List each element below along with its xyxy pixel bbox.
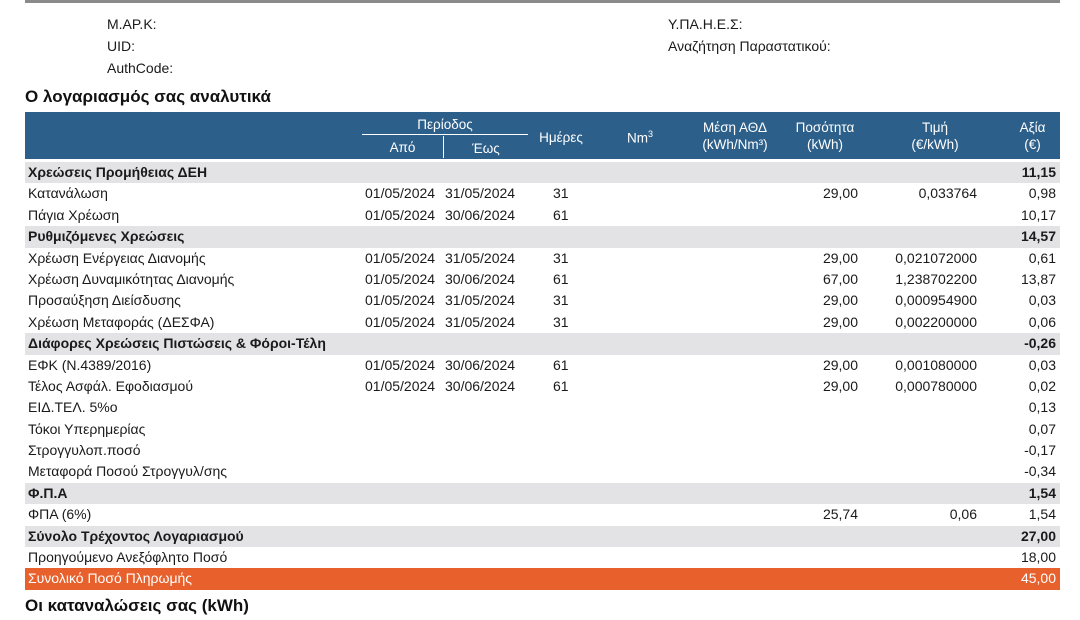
cell-value: 0,07 [1028,420,1056,437]
from-header: Από [389,140,416,155]
cell-value: 18,00 [1020,549,1056,566]
cell-label: ΕΦΚ (Ν.4389/2016) [28,356,152,373]
cell-qty: 29,00 [822,356,858,373]
cell-label: Τέλος Ασφάλ. Εφοδιασμού [28,377,193,394]
cell-from: 01/05/2024 [365,206,436,223]
cell-value: 14,57 [1020,228,1056,245]
cell-label: Χρέωση Ενέργειας Διανομής [28,249,206,266]
table-row [25,183,1060,204]
cell-to: 30/06/2024 [445,270,516,287]
cell-value: 0,98 [1028,185,1056,202]
cell-value: 0,02 [1028,377,1056,394]
group-row [25,526,1060,547]
meta-right [668,13,831,57]
period-header: Περίοδος [417,117,473,132]
cell-value: 1,54 [1028,484,1056,501]
cell-days: 61 [553,270,569,287]
cell-label: Συνολικό Ποσό Πληρωμής [28,570,193,587]
cell-label: Τόκοι Υπερημερίας [28,420,146,437]
avg-gcv-header: Μέση ΑΘΔ (kWh/Nm³) [702,120,768,152]
cell-qty: 29,00 [822,249,858,266]
cell-days: 31 [553,313,569,330]
cell-value: -0,17 [1024,442,1056,459]
cell-value: -0,34 [1024,463,1056,480]
ypahes-label: Υ.ΠΑ.Η.Ε.Σ: [668,16,743,32]
cell-qty: 67,00 [822,270,858,287]
cell-price: 0,06 [949,506,977,523]
cell-from: 01/05/2024 [365,292,436,309]
cell-qty: 29,00 [822,313,858,330]
group-row [25,226,1060,247]
cell-label: Χρεώσεις Προμήθειας ΔΕΗ [28,164,208,180]
cell-from: 01/05/2024 [365,185,436,202]
cell-to: 30/06/2024 [445,206,516,223]
table-row [25,312,1060,333]
price-header: Τιμή (€/kWh) [911,120,959,152]
document-search-label: Αναζήτηση Παραστατικού: [668,38,831,54]
cell-label: Στρογγυλοπ.ποσό [28,442,141,459]
cell-value: 0,61 [1028,249,1056,266]
mark-label: Μ.ΑΡ.Κ: [107,16,157,32]
table-row [25,547,1060,568]
cell-label: Χρέωση Δυναμικότητας Διανομής [28,270,235,287]
table-row [25,504,1060,525]
cell-label: Πάγια Χρέωση [28,206,120,223]
cell-value: 11,15 [1021,164,1056,180]
cell-from: 01/05/2024 [365,313,436,330]
to-header: Έως [472,141,500,156]
cell-value: 0,13 [1028,399,1056,416]
cell-from: 01/05/2024 [365,270,436,287]
table-row [25,248,1060,269]
table-row [25,355,1060,376]
cell-value: 1,54 [1028,506,1056,523]
cell-to: 31/05/2024 [445,313,516,330]
cell-qty: 29,00 [822,185,858,202]
value-header: Αξία (€) [1019,120,1046,152]
cell-to: 31/05/2024 [445,292,516,309]
nm3-header: Nm$^3$ [626,129,653,146]
cell-label: Προηγούμενο Ανεξόφλητο Ποσό [28,549,228,566]
cell-to: 31/05/2024 [445,249,516,266]
cell-value: 0,06 [1028,313,1056,330]
bill-table-header [25,112,1060,159]
table-row [25,290,1060,311]
cell-days: 61 [553,206,569,223]
cell-value: 10,17 [1020,206,1056,223]
cell-price: 0,021072000 [895,249,977,266]
table-row [25,269,1060,290]
quantity-header: Ποσότητα (kWh) [795,120,855,152]
total-row [25,568,1060,589]
group-row [25,483,1060,504]
cell-to: 30/06/2024 [445,377,516,394]
cell-days: 31 [553,185,569,202]
cell-from: 01/05/2024 [365,356,436,373]
cell-price: 0,002200000 [895,313,977,330]
cell-label: Φ.Π.Α [28,484,68,501]
cell-label: Μεταφορά Ποσού Στρογγυλ/σης [28,463,227,480]
cell-price: 1,238702200 [895,270,977,287]
cell-price: 0,001080000 [895,356,977,373]
table-row [25,205,1060,226]
top-divider [25,0,1060,3]
cell-price: 0,000780000 [895,377,977,394]
group-row [25,162,1060,183]
cell-qty: 29,00 [822,292,858,309]
meta-left [107,13,173,79]
group-row [25,333,1060,354]
cell-value: 0,03 [1028,292,1056,309]
cell-label: Διάφορες Χρεώσεις Πιστώσεις & Φόροι-Τέλη [28,335,326,352]
cell-value: 27,00 [1020,527,1056,544]
days-header: Ημέρες [539,130,583,145]
uid-label: UID: [107,38,135,54]
cell-to: 31/05/2024 [445,185,516,202]
cell-value: -0,26 [1024,335,1056,352]
cell-from: 01/05/2024 [365,377,436,394]
cell-from: 01/05/2024 [365,249,436,266]
cell-days: 61 [553,377,569,394]
cell-value: 13,87 [1020,270,1056,287]
cell-qty: 25,74 [822,506,858,523]
cell-label: Σύνολο Τρέχοντος Λογαριασμού [28,527,244,544]
cell-value: 0,03 [1028,356,1056,373]
cell-label: Προσαύξηση Διείσδυσης [28,292,181,309]
bill-detail-title: Ο λογαριασμός σας αναλυτικά [25,87,271,106]
bill-table-body [25,162,1060,590]
cell-label: Κατανάλωση [28,185,108,202]
cell-days: 61 [553,356,569,373]
cell-price: 0,033764 [918,185,977,202]
cell-qty: 29,00 [822,377,858,394]
table-row [25,397,1060,418]
cell-price: 0,000954900 [895,292,977,309]
table-row [25,376,1060,397]
table-row [25,440,1060,461]
table-row [25,461,1060,482]
table-row [25,419,1060,440]
consumptions-title: Οι καταναλώσεις σας (kWh) [25,596,249,615]
cell-label: Χρέωση Μεταφοράς (ΔΕΣΦΑ) [28,313,215,330]
cell-label: ΕΙΔ.ΤΕΛ. 5%ο [28,399,118,416]
cell-value: 45,00 [1020,570,1056,587]
cell-label: ΦΠΑ (6%) [28,506,92,523]
cell-label: Ρυθμιζόμενες Χρεώσεις [28,228,185,245]
cell-days: 31 [553,249,569,266]
period-underline [362,134,528,135]
cell-to: 30/06/2024 [445,356,516,373]
authcode-label: AuthCode: [107,60,174,76]
cell-days: 31 [553,292,569,309]
